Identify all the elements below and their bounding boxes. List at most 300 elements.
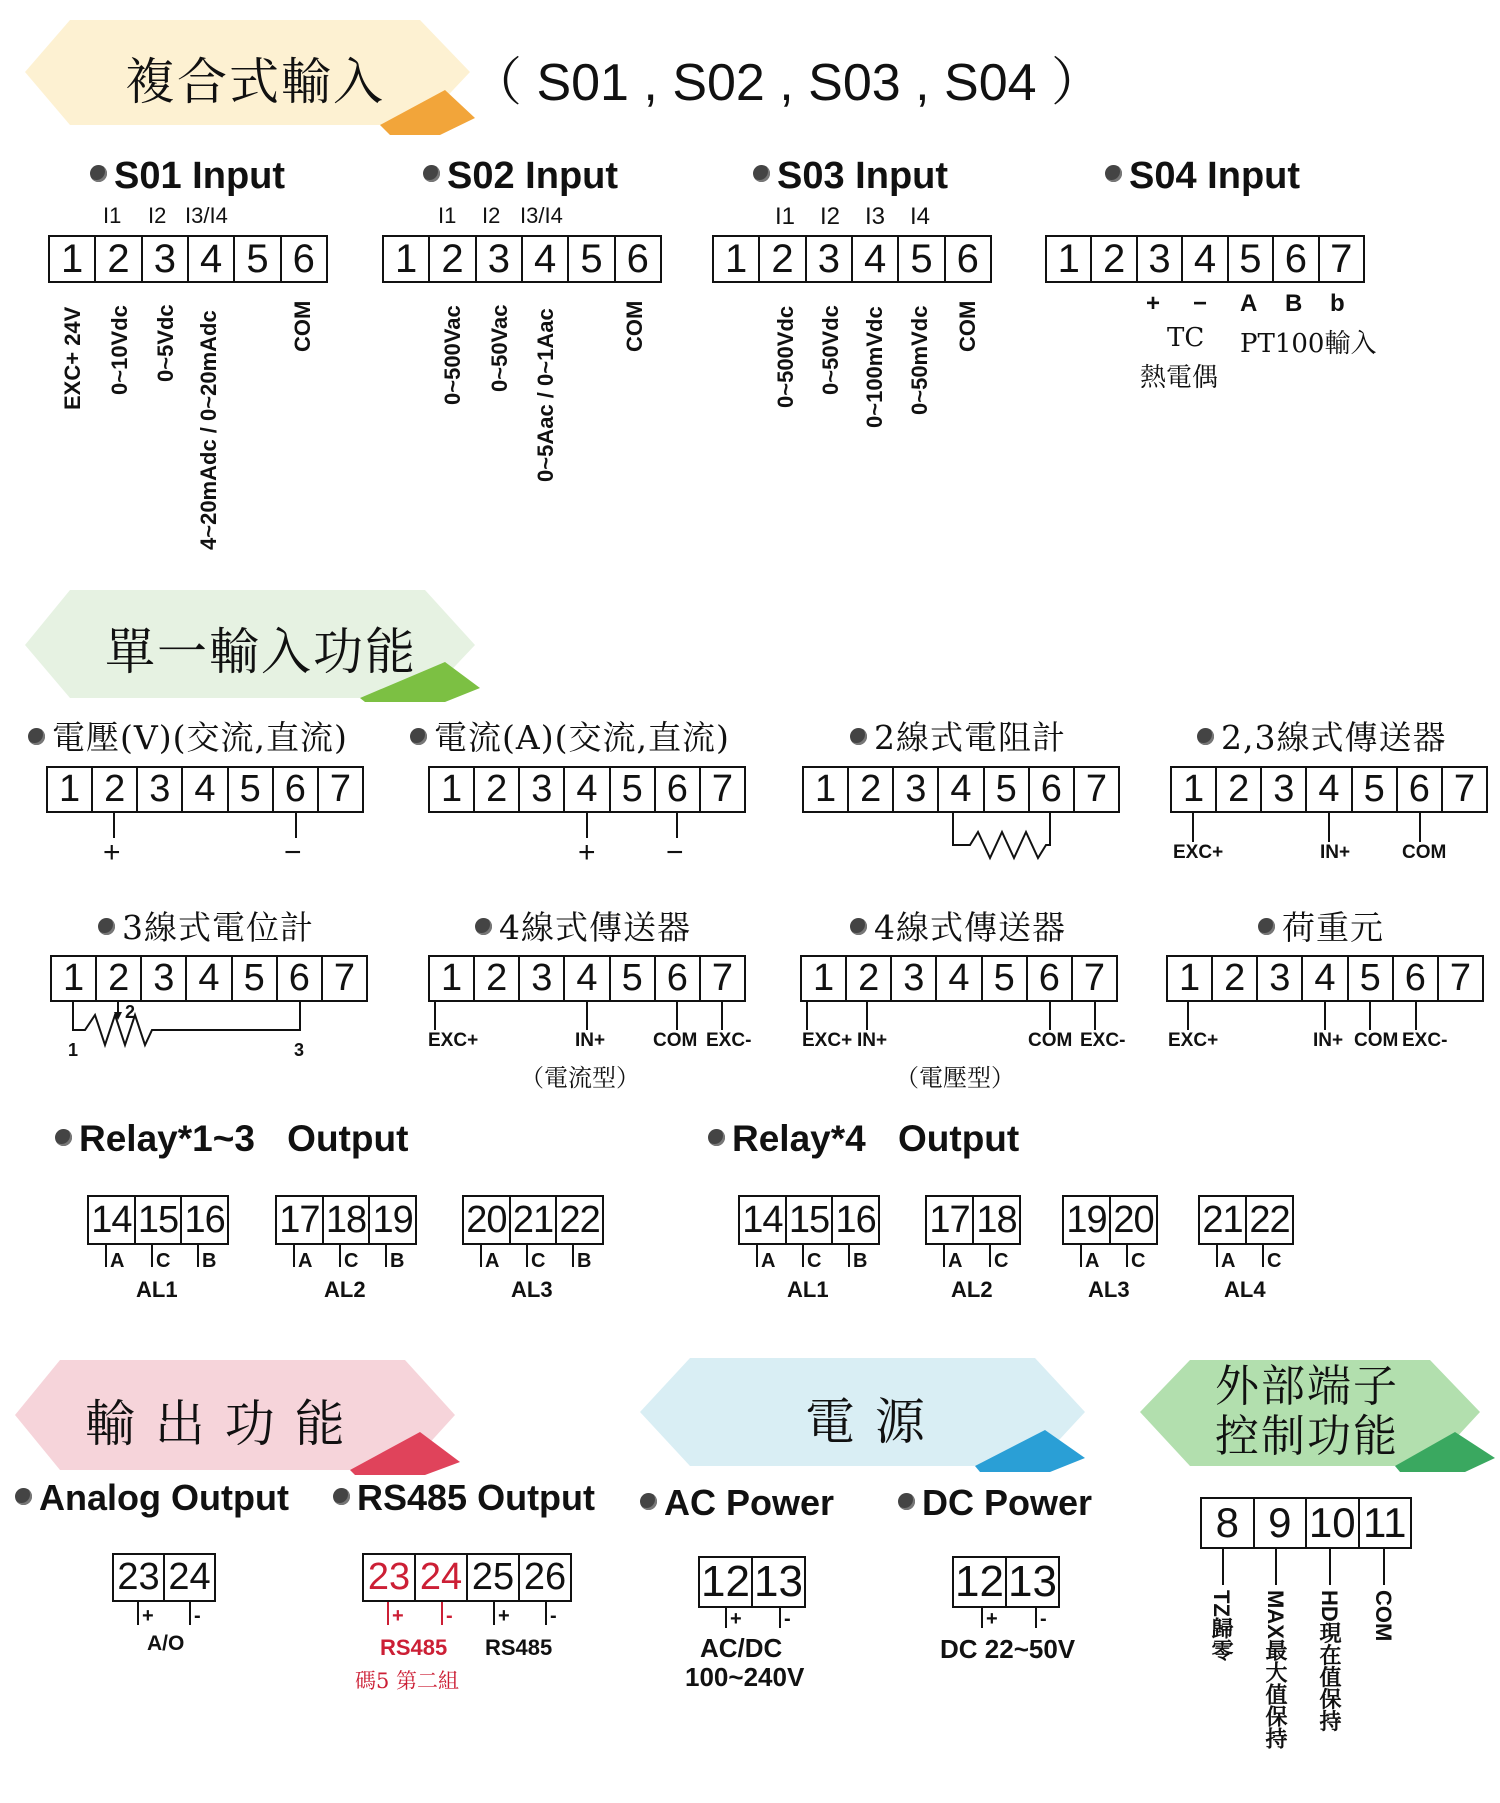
loadcell-terminal-block: [1166, 955, 1484, 1002]
s03-label-50v: 0~50Vdc: [818, 305, 843, 395]
relay-contact-label: A: [1221, 1250, 1236, 1272]
terminal-cell: 2: [95, 957, 140, 1000]
voltage-terminal-block: [46, 766, 364, 813]
banner-power-title: 電 源: [805, 1393, 927, 1451]
s03-top-label-2: I2: [820, 203, 841, 230]
tx4v-note: （電壓型）: [895, 1064, 1015, 1092]
relay-connector-line: [1080, 1245, 1082, 1267]
relay-contact-label: A: [1085, 1250, 1100, 1272]
s02-label-5a: 0~5Aac / 0~1Aac: [533, 308, 558, 482]
terminal-cell: 26: [518, 1555, 570, 1600]
terminal-cell: 5: [227, 768, 272, 811]
terminal-cell: 5: [567, 237, 613, 281]
rs485-title: RS485 Output: [333, 1477, 595, 1519]
terminal-cell: 6: [280, 237, 326, 281]
terminal-cell: 5: [1227, 237, 1272, 281]
lc-in: IN+: [1313, 1030, 1344, 1051]
relay-contact-label: B: [202, 1250, 217, 1272]
bullet-icon: [55, 1129, 72, 1146]
relay-connector-line: [339, 1245, 341, 1267]
tx4-voltage-terminal-block: [800, 955, 1118, 1002]
terminal-cell: 1: [815, 768, 837, 810]
terminal-cell: 5: [231, 957, 276, 1000]
bullet-icon: [753, 165, 770, 182]
s02-terminal-block: [382, 235, 662, 283]
s03-label-100mv: 0~100mVdc: [862, 306, 887, 428]
bullet-icon: [333, 1488, 350, 1505]
tx4c-note: （電流型）: [520, 1064, 640, 1092]
terminal-cell: 2: [845, 957, 890, 1000]
terminal-cell: 2: [1211, 957, 1256, 1000]
terminal-cell: 2: [94, 237, 140, 281]
s02-label-50v: 0~50Vac: [487, 304, 512, 392]
relay-terminal-block-al4: [1198, 1195, 1294, 1245]
terminal-cell: 18: [972, 1197, 1019, 1243]
relay-contact-label: B: [853, 1250, 868, 1272]
s03-top-label-4: I4: [910, 203, 931, 230]
relay-connector-line: [293, 1245, 295, 1267]
analog-plus: +: [142, 1605, 154, 1627]
terminal-cell: 7: [317, 768, 362, 811]
voltage-minus: −: [284, 836, 302, 869]
rs485-label-2: RS485: [485, 1635, 553, 1660]
terminal-cell: 13: [1005, 1558, 1058, 1606]
s04-tc-cn-label: 熱電偶: [1140, 363, 1219, 393]
ext-terminal-block: [1200, 1497, 1412, 1549]
terminal-cell: 14: [742, 1199, 783, 1241]
t23-in: IN+: [1320, 842, 1351, 863]
terminal-cell: 4: [563, 957, 608, 1000]
s02-top-label-3: I3/I4: [520, 203, 563, 228]
terminal-cell: 3: [1256, 957, 1301, 1000]
t23-exc: EXC+: [1173, 842, 1224, 863]
loadcell-title: 荷重元: [1258, 902, 1384, 949]
rs485-label-1: RS485: [380, 1635, 448, 1660]
s04-sign-minus: −: [1193, 290, 1208, 317]
ac-line1: AC/DC: [700, 1633, 783, 1663]
relay-terminal-block-al1: [87, 1195, 229, 1245]
rs485-terminal-block: [362, 1553, 572, 1602]
terminal-cell: 6: [1396, 768, 1441, 811]
ext-label-max: MAX最大值保持: [1263, 1590, 1288, 1749]
relay-terminal-block-al3: [462, 1195, 604, 1245]
terminal-cell: 21: [1202, 1199, 1243, 1241]
terminal-cell: 3: [1260, 768, 1305, 811]
terminal-cell: 2: [473, 768, 518, 811]
pot3-terminal-block: [50, 955, 368, 1002]
ac-terminal-block: [698, 1556, 806, 1608]
analog-terminal-block: [112, 1553, 216, 1602]
terminal-cell: 18: [322, 1197, 369, 1243]
terminal-cell: 3: [805, 237, 851, 281]
relay-connector-line: [848, 1245, 850, 1267]
terminal-cell: 3: [518, 768, 563, 811]
terminal-cell: 4: [187, 237, 233, 281]
terminal-cell: 13: [751, 1558, 804, 1606]
terminal-cell: 1: [813, 957, 835, 999]
tx4c-in: IN+: [575, 1030, 606, 1051]
relay-contact-label: A: [110, 1250, 125, 1272]
tx4v-exc-minus: EXC-: [1080, 1030, 1126, 1051]
banner-external-title: [1215, 1362, 1399, 1462]
banner-external-line1: 外部端子: [1215, 1361, 1399, 1412]
terminal-cell: 4: [521, 237, 567, 281]
terminal-cell: 6: [654, 768, 699, 811]
analog-label: A/O: [147, 1632, 185, 1655]
terminal-cell: 2: [91, 768, 136, 811]
dc-terminal-block: [952, 1556, 1060, 1608]
ac-title: AC Power: [640, 1482, 834, 1524]
relay-connector-line: [526, 1245, 528, 1267]
rs485-note: 碼5 第二組: [355, 1669, 460, 1693]
relay-group-name: AL4: [1224, 1277, 1266, 1302]
terminal-cell: 6: [1028, 768, 1073, 811]
relay-contact-label: C: [1131, 1250, 1146, 1272]
s01-terminal-block: [48, 235, 328, 283]
terminal-cell: 2: [758, 237, 804, 281]
terminal-cell: 3: [140, 957, 185, 1000]
tx4-voltage-title: 4線式傳送器: [850, 902, 1066, 949]
current-title: 電流(A)(交流,直流): [410, 712, 730, 759]
s02-top-label-1: I1: [438, 203, 457, 228]
t23-com: COM: [1402, 842, 1447, 863]
terminal-cell: 14: [91, 1199, 132, 1241]
voltage-title: 電壓(V)(交流,直流): [28, 712, 348, 759]
banner-external-line2: 控制功能: [1215, 1411, 1399, 1462]
dc-minus: -: [1040, 1608, 1047, 1630]
terminal-cell: 1: [725, 237, 748, 281]
s04-tc-label: TC: [1167, 323, 1205, 353]
analog-minus: -: [194, 1605, 201, 1627]
terminal-cell: 20: [466, 1199, 507, 1241]
terminal-cell: 1: [1057, 237, 1080, 281]
terminal-cell: 24: [414, 1555, 466, 1600]
tx4v-in: IN+: [857, 1030, 888, 1051]
relay-connector-line: [1216, 1245, 1218, 1267]
terminal-cell: 3: [475, 237, 521, 281]
s01-label-10v: 0~10Vdc: [107, 305, 132, 395]
terminal-cell: 22: [1245, 1197, 1292, 1243]
relay-connector-line: [989, 1245, 991, 1267]
s03-top-label-3: I3: [865, 203, 886, 230]
rs485-minus-2: -: [550, 1605, 557, 1627]
terminal-cell: 23: [117, 1556, 160, 1598]
terminal-cell: 10: [1305, 1499, 1358, 1547]
terminal-cell: 17: [279, 1199, 320, 1241]
terminal-cell: 8: [1215, 1499, 1239, 1546]
terminal-cell: 1: [1179, 957, 1201, 999]
s02-title: S02 Input: [423, 155, 618, 198]
terminal-cell: 6: [654, 957, 699, 1000]
terminal-cell: 3: [141, 237, 187, 281]
bullet-icon: [850, 728, 867, 745]
rs485-plus-1: +: [392, 1605, 404, 1627]
relay-terminal-block-al2: [925, 1195, 1021, 1245]
terminal-cell: 5: [233, 237, 279, 281]
terminal-cell: 4: [185, 957, 230, 1000]
relay-contact-label: C: [344, 1250, 359, 1272]
terminal-cell: 1: [63, 957, 85, 999]
s01-title: S01 Input: [90, 155, 285, 198]
s04-sign-a: A: [1240, 290, 1258, 317]
bullet-icon: [28, 728, 45, 745]
terminal-cell: 5: [1347, 957, 1392, 1000]
s01-top-label-1: I1: [103, 203, 122, 228]
ac-line2: 100~240V: [685, 1662, 805, 1692]
terminal-cell: 25: [466, 1555, 518, 1600]
relay-connector-line: [385, 1245, 387, 1267]
terminal-cell: 6: [272, 768, 317, 811]
terminal-cell: 7: [321, 957, 366, 1000]
terminal-cell: 5: [983, 768, 1028, 811]
relay-contact-label: C: [531, 1250, 546, 1272]
resistor2-title: 2線式電阻計: [850, 712, 1066, 759]
terminal-cell: 3: [518, 957, 563, 1000]
terminal-cell: 3: [136, 768, 181, 811]
bullet-icon: [850, 918, 867, 935]
terminal-cell: 9: [1253, 1499, 1306, 1547]
terminal-cell: 16: [180, 1197, 227, 1243]
lc-com: COM: [1354, 1030, 1399, 1051]
relay-connector-line: [1126, 1245, 1128, 1267]
s04-title: S04 Input: [1105, 155, 1300, 198]
terminal-cell: 1: [1183, 768, 1205, 810]
bullet-icon: [898, 1493, 915, 1510]
relay-connector-line: [1262, 1245, 1264, 1267]
s03-top-label-1: I1: [775, 203, 796, 230]
relay-group-name: AL3: [1088, 1277, 1130, 1302]
terminal-cell: 5: [1351, 768, 1396, 811]
ext-label-tz: TZ歸零: [1209, 1590, 1234, 1661]
terminal-cell: 7: [1071, 957, 1116, 1000]
terminal-cell: 15: [134, 1197, 181, 1243]
s04-sign-plus: +: [1146, 290, 1161, 317]
terminal-cell: 5: [609, 957, 654, 1000]
relay-group-name: AL1: [136, 1277, 178, 1302]
terminal-cell: 22: [555, 1197, 602, 1243]
relay-contact-label: C: [994, 1250, 1009, 1272]
s03-label-50mv: 0~50mVdc: [907, 305, 932, 415]
tx4c-com: COM: [653, 1030, 698, 1051]
relay-contact-label: A: [948, 1250, 963, 1272]
resistor2-terminal-block: [802, 766, 1120, 813]
terminal-cell: 1: [395, 237, 418, 281]
current-plus: +: [578, 836, 596, 869]
bullet-icon: [475, 918, 492, 935]
bullet-icon: [15, 1488, 32, 1505]
analog-title: Analog Output: [15, 1477, 289, 1519]
terminal-cell: 5: [981, 957, 1026, 1000]
s03-title: S03 Input: [753, 155, 948, 198]
s04-terminal-block: [1045, 235, 1365, 283]
relay-connector-line: [802, 1245, 804, 1267]
terminal-cell: 2: [473, 957, 518, 1000]
rs485-plus-2: +: [498, 1605, 510, 1627]
s04-sign-b-lower: b: [1330, 290, 1345, 317]
s01-top-label-3: I3/I4: [185, 203, 228, 228]
terminal-cell: 7: [1437, 957, 1482, 1000]
relay-connector-line: [572, 1245, 574, 1267]
terminal-cell: 2: [847, 768, 892, 811]
relay-group-name: AL1: [787, 1277, 829, 1302]
relay-terminal-block-al2: [275, 1195, 417, 1245]
lc-exc: EXC+: [1168, 1030, 1219, 1051]
ext-label-hd: HD現在值保持: [1317, 1590, 1342, 1732]
terminal-cell: 2: [1090, 237, 1135, 281]
terminal-cell: 4: [937, 768, 982, 811]
banner-composite-title: 複合式輸入: [125, 53, 385, 111]
bullet-icon: [1197, 728, 1214, 745]
pot3-label-3: 3: [294, 1040, 305, 1060]
s03-terminal-block: [712, 235, 992, 283]
terminal-cell: 2: [428, 237, 474, 281]
terminal-cell: 19: [368, 1197, 415, 1243]
relay-connector-line: [480, 1245, 482, 1267]
terminal-cell: 1: [441, 957, 463, 999]
terminal-cell: 19: [1066, 1199, 1107, 1241]
terminal-cell: 6: [1272, 237, 1317, 281]
dc-title: DC Power: [898, 1482, 1092, 1524]
terminal-cell: 23: [367, 1556, 411, 1598]
s01-label-exc: EXC+ 24V: [60, 306, 85, 410]
pot3-title: 3線式電位計: [98, 902, 314, 949]
terminal-cell: 7: [1441, 768, 1486, 811]
s01-label-5v: 0~5Vdc: [153, 304, 178, 382]
bullet-icon: [90, 165, 107, 182]
terminal-cell: 16: [831, 1197, 878, 1243]
terminal-cell: 6: [276, 957, 321, 1000]
terminal-cell: 7: [1073, 768, 1118, 811]
s01-label-ma: 4~20mAdc / 0~20mAdc: [196, 310, 221, 550]
relay-group-name: AL2: [951, 1277, 993, 1302]
tx4-current-title: 4線式傳送器: [475, 902, 691, 949]
terminal-cell: 3: [1136, 237, 1181, 281]
relay-connector-line: [197, 1245, 199, 1267]
relay-contact-label: A: [298, 1250, 313, 1272]
dc-line1: DC 22~50V: [940, 1634, 1076, 1664]
tx4c-exc-minus: EXC-: [706, 1030, 752, 1051]
relay-contact-label: A: [485, 1250, 500, 1272]
relay13-title: Relay*1~3 Output: [55, 1118, 408, 1160]
bullet-icon: [708, 1129, 725, 1146]
banner-composite-subtitle: （ S01 , S02 , S03 , S04 ）: [470, 54, 1104, 112]
ac-plus: +: [730, 1608, 742, 1630]
relay-connector-line: [151, 1245, 153, 1267]
relay-contact-label: C: [807, 1250, 822, 1272]
terminal-cell: 15: [785, 1197, 832, 1243]
relay-connector-line: [756, 1245, 758, 1267]
pot3-label-1: 1: [68, 1040, 79, 1060]
terminal-cell: 12: [701, 1557, 750, 1606]
terminal-cell: 7: [699, 957, 744, 1000]
relay-connector-line: [105, 1245, 107, 1267]
bullet-icon: [98, 918, 115, 935]
tx4-current-terminal-block: [428, 955, 746, 1002]
terminal-cell: 5: [897, 237, 943, 281]
relay4-title: Relay*4 Output: [708, 1118, 1019, 1160]
s02-label-500v: 0~500Vac: [440, 305, 465, 405]
relay-contact-label: C: [156, 1250, 171, 1272]
s01-label-com: COM: [290, 300, 315, 352]
terminal-cell: 7: [1318, 237, 1363, 281]
s04-sign-b-upper: B: [1285, 290, 1303, 317]
banner-output-title: 輸 出 功 能: [85, 1395, 347, 1453]
relay-contact-label: C: [1267, 1250, 1282, 1272]
terminal-cell: 3: [890, 957, 935, 1000]
terminal-cell: 4: [1305, 768, 1350, 811]
terminal-cell: 17: [929, 1199, 970, 1241]
relay-group-name: AL2: [324, 1277, 366, 1302]
terminal-cell: 6: [944, 237, 990, 281]
terminal-cell: 12: [955, 1557, 1004, 1606]
terminal-cell: 6: [1392, 957, 1437, 1000]
terminal-cell: 21: [509, 1197, 556, 1243]
s04-pt-label: PT100輸入: [1240, 329, 1377, 359]
s03-label-500v: 0~500Vdc: [773, 305, 798, 408]
bullet-icon: [1258, 918, 1275, 935]
terminal-cell: 4: [1301, 957, 1346, 1000]
pot3-label-2: 2: [125, 1002, 136, 1022]
terminal-cell: 6: [1026, 957, 1071, 1000]
terminal-cell: 5: [609, 768, 654, 811]
terminal-cell: 1: [441, 768, 463, 810]
relay-terminal-block-al3: [1062, 1195, 1158, 1245]
relay-group-name: AL3: [511, 1277, 553, 1302]
bullet-icon: [423, 165, 440, 182]
bullet-icon: [1105, 165, 1122, 182]
relay-contact-label: B: [390, 1250, 405, 1272]
transmitter23-terminal-block: [1170, 766, 1488, 813]
terminal-cell: 7: [699, 768, 744, 811]
relay-terminal-block-al1: [738, 1195, 880, 1245]
lc-exc-minus: EXC-: [1402, 1030, 1448, 1051]
s02-label-com: COM: [622, 300, 647, 352]
terminal-cell: 6: [614, 237, 660, 281]
dc-plus: +: [986, 1608, 998, 1630]
terminal-cell: 4: [851, 237, 897, 281]
voltage-plus: +: [103, 836, 121, 869]
tx4v-com: COM: [1028, 1030, 1073, 1051]
ext-label-com: COM: [1371, 1590, 1396, 1642]
relay-contact-label: A: [761, 1250, 776, 1272]
relay-connector-line: [943, 1245, 945, 1267]
terminal-cell: 4: [1181, 237, 1226, 281]
s03-label-com: COM: [955, 300, 980, 352]
ac-minus: -: [784, 1608, 791, 1630]
terminal-cell: 1: [61, 237, 84, 281]
terminal-cell: 20: [1109, 1197, 1156, 1243]
bullet-icon: [410, 728, 427, 745]
current-minus: −: [666, 836, 684, 869]
current-terminal-block: [428, 766, 746, 813]
tx4v-exc: EXC+: [802, 1030, 853, 1051]
terminal-cell: 4: [181, 768, 226, 811]
terminal-cell: 1: [59, 768, 81, 810]
terminal-cell: 2: [1215, 768, 1260, 811]
terminal-cell: 24: [163, 1555, 214, 1600]
rs485-minus-1: -: [446, 1605, 453, 1627]
bullet-icon: [640, 1493, 657, 1510]
terminal-cell: 3: [892, 768, 937, 811]
banner-single-title: 單一輸入功能: [105, 623, 417, 681]
relay-contact-label: B: [577, 1250, 592, 1272]
terminal-cell: 4: [935, 957, 980, 1000]
terminal-cell: 4: [563, 768, 608, 811]
tx4c-exc: EXC+: [428, 1030, 479, 1051]
terminal-cell: 11: [1358, 1499, 1411, 1547]
s02-top-label-2: I2: [482, 203, 501, 228]
transmitter23-title: 2,3線式傳送器: [1197, 712, 1446, 759]
